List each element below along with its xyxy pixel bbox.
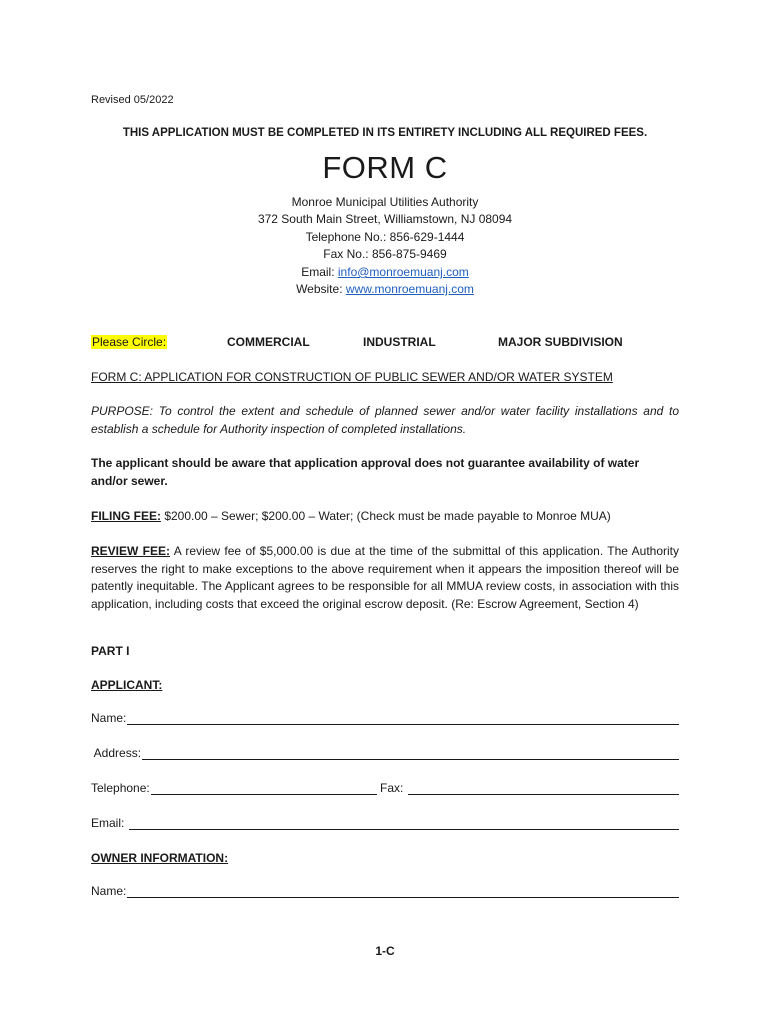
revision-date: Revised 05/2022 (91, 94, 174, 106)
owner-name-row (91, 884, 679, 898)
part-heading: PART I (91, 644, 130, 658)
org-fax: Fax No.: 856-875-9469 (323, 247, 447, 261)
filing-fee-label: FILING FEE: (91, 509, 161, 523)
filing-fee-text: $200.00 – Sewer; $200.00 – Water; (Check must be made payable to Monroe MUA) (161, 509, 611, 523)
page-number: 1-C (375, 944, 395, 958)
applicant-fax-label: Fax: (376, 781, 407, 795)
org-email-label: Email: (301, 265, 338, 279)
option-commercial[interactable]: COMMERCIAL (227, 335, 310, 349)
owner-name-label: Name: (91, 884, 127, 898)
org-address: 372 South Main Street, Williamstown, NJ 08094 (257, 212, 513, 226)
org-email-link[interactable]: info@monroemuanj.com (337, 265, 469, 279)
applicant-fax-field[interactable] (408, 782, 679, 795)
review-fee (91, 543, 679, 613)
applicant-email-label: Email: (91, 816, 128, 830)
option-major-subdivision[interactable]: MAJOR SUBDIVISION (498, 335, 623, 349)
section-title: FORM C: APPLICATION FOR CONSTRUCTION OF PUBLIC SEWER AND/OR WATER SYSTEM (91, 370, 613, 384)
completion-instruction: THIS APPLICATION MUST BE COMPLETED IN ITS ENTIRETY INCLUDING ALL REQUIRED FEES. (122, 127, 648, 139)
applicant-name-label: Name: (91, 711, 127, 725)
applicant-name-row (91, 711, 679, 725)
filing-fee (91, 508, 679, 526)
org-telephone: Telephone No.: 856-629-1444 (305, 230, 465, 244)
applicant-phone-fax-row (91, 781, 679, 795)
please-circle-label: Please Circle: (92, 335, 167, 349)
applicant-telephone-label: Telephone: (91, 781, 150, 795)
review-fee-label: REVIEW FEE: (91, 544, 171, 558)
review-fee-text: A review fee of $5,000.00 is due at the time of the submittal of this application. The Authority reserves the right to make exceptions to the above requirement when it appears the imposition thereof will be patently inequitable. The Applicant agrees to be responsible for all MMUA review costs, in association with this application, including costs that exceed the original escrow deposit. (Re: Escrow Agreement, Section 4) (91, 544, 679, 611)
owner-name-field[interactable] (127, 885, 679, 898)
applicant-address-field[interactable] (142, 747, 679, 760)
purpose-text: PURPOSE: To control the extent and schedule of planned sewer and/or water facility installations and to establish a schedule for Authority inspection of completed installations. (91, 404, 679, 436)
org-website-link[interactable]: www.monroemuanj.com (345, 282, 474, 296)
applicant-email-row (91, 816, 679, 830)
form-title: FORM C (322, 150, 448, 185)
org-name: Monroe Municipal Utilities Authority (291, 195, 479, 209)
applicant-address-row (91, 746, 679, 760)
owner-heading: OWNER INFORMATION: (91, 851, 229, 865)
availability-warning: The applicant should be aware that application approval does not guarantee availability of water and/or sewer. (91, 456, 640, 488)
applicant-name-field[interactable] (127, 712, 679, 725)
option-industrial[interactable]: INDUSTRIAL (363, 335, 436, 349)
org-website-label: Website: (296, 282, 346, 296)
org-email-line (0, 265, 770, 279)
applicant-heading: APPLICANT: (91, 678, 163, 692)
applicant-address-label: Address: (91, 746, 142, 760)
org-website-line (0, 282, 770, 296)
applicant-telephone-field[interactable] (151, 782, 377, 795)
applicant-email-field[interactable] (129, 817, 679, 830)
